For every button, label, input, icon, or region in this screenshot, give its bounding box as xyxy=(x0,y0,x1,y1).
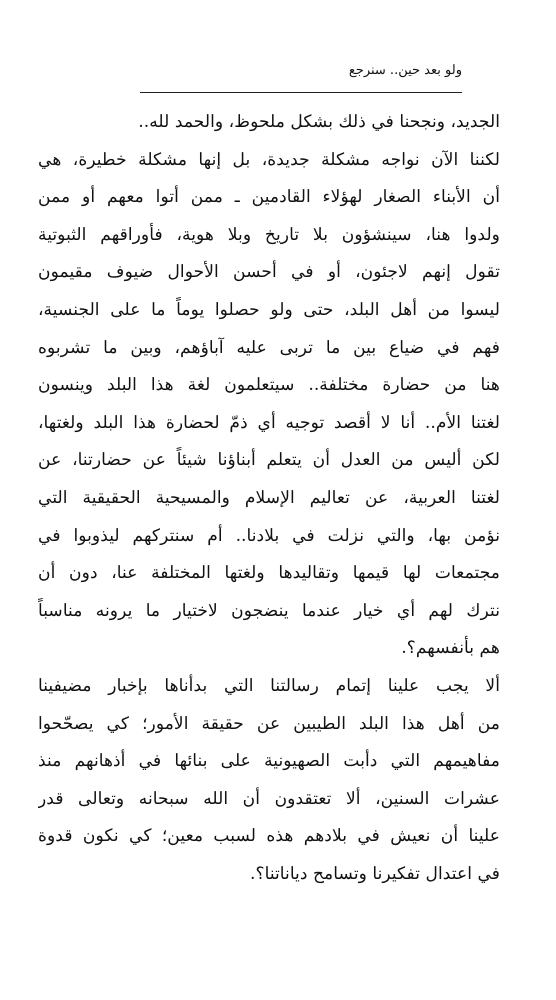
text-line: لغتنا العربية، عن تعاليم الإسلام والمسيحية الحقيقية التي xyxy=(38,487,500,508)
text-line: مفاهيمهم التي دأبت الصهيونية على بنائها في أذهانهم منذ xyxy=(38,751,500,772)
text-line: من أهل هذا البلد الطيبين عن حقيقة الأمور؛ كي يصحّحوا xyxy=(38,713,500,734)
text-line: هنا من حضارة مختلفة.. سيتعلمون لغة هذا البلد وينسون xyxy=(38,375,500,396)
text-line: أن الأبناء الصغار لهؤلاء القادمين ـ ممن أتوا معهم أو ممن xyxy=(38,187,500,208)
text-line: هم بأنفسهم؟. xyxy=(401,638,500,659)
text-line: عشرات السنين، ألا تعتقدون أن الله سبحانه وتعالى قدر xyxy=(38,788,500,809)
header-divider xyxy=(140,92,462,93)
text-line: ولدوا هنا، سينشؤون بلا تاريخ وبلا هوية، فأوراقهم الثبوتية xyxy=(38,224,500,245)
text-line: نترك لهم أي خيار عندما ينضجون لاختيار ما يرونه مناسباً xyxy=(38,600,500,621)
text-line: مجتمعات لها قيمها وتقاليدها ولغتها المختلفة عنا، دون أن xyxy=(38,563,500,584)
text-line: ليسوا من أهل البلد، حتى ولو حصلوا يوماً ما على الجنسية، xyxy=(38,299,500,320)
text-line: في اعتدال تفكيرنا وتسامح دياناتنا؟. xyxy=(250,863,500,884)
text-line: الجديد، ونجحنا في ذلك بشكل ملحوظ، والحمد لله.. xyxy=(138,112,500,132)
text-line: لغتنا الأم.. أنا لا أقصد توجيه أي ذمّ لحضارة هذا البلد ولغتها، xyxy=(38,412,500,433)
text-line: تقول إنهم لاجئون، أو في أحسن الأحوال ضيوف مقيمون xyxy=(38,262,500,283)
text-line: لكن أليس من العدل أن يتعلم أبناؤنا شيئاً عن حضارتنا، عن xyxy=(38,450,500,471)
page-text xyxy=(38,104,500,893)
text-line: نؤمن بها، والتي نزلت في بلادنا.. أم سنتركهم ليذوبوا في xyxy=(38,525,500,546)
text-line: لكننا الآن نواجه مشكلة جديدة، بل إنها مشكلة خطيرة، هي xyxy=(38,149,500,170)
running-header: ولو بعد حين.. سنرجع xyxy=(348,63,462,78)
text-line: علينا أن نعيش في بلادهم هذه لسبب معين؛ كي نكون قدوة xyxy=(38,826,500,847)
text-line: ألا يجب علينا إتمام رسالتنا التي بدأناها بإخبار مضيفينا xyxy=(38,675,500,696)
text-line: فهم في ضياع بين ما تربى عليه آباؤهم، وبين ما تشربوه xyxy=(38,337,500,358)
